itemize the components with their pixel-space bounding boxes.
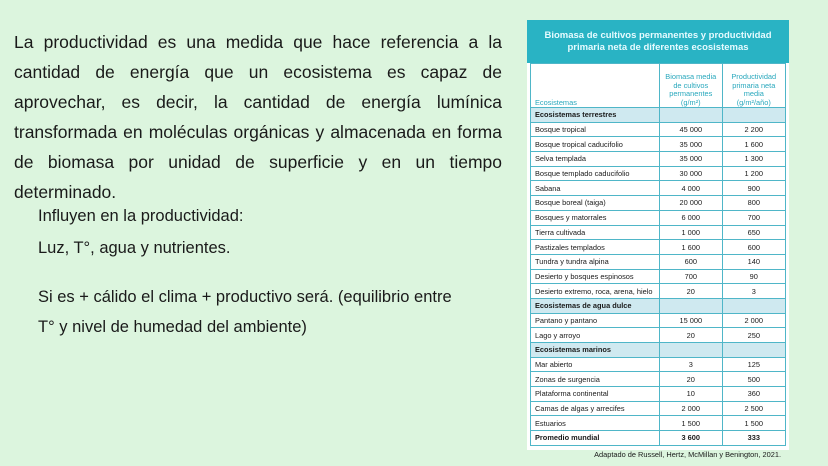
table-row (531, 387, 786, 402)
table-row (531, 431, 786, 446)
productivity-value: 125 (722, 357, 785, 372)
ecosystem-name: Bosque tropical (531, 122, 660, 137)
productivity-value: 800 (722, 196, 785, 211)
productivity-value: 90 (722, 269, 785, 284)
productivity-value: 1 200 (722, 166, 785, 181)
productivity-value: 1 300 (722, 152, 785, 167)
ecosystem-name: Tierra cultivada (531, 225, 660, 240)
biomass-value: 35 000 (660, 152, 723, 167)
climate-note-cont: T° y nivel de humedad del ambiente) (38, 318, 307, 336)
empty-cell (660, 108, 723, 123)
productivity-value: 360 (722, 387, 785, 402)
biomass-value: 20 000 (660, 196, 723, 211)
biomass-value: 20 (660, 372, 723, 387)
biomass-value: 45 000 (660, 122, 723, 137)
section-label: Ecosistemas marinos (531, 343, 660, 358)
productivity-value: 700 (722, 210, 785, 225)
ecosystem-name: Selva templada (531, 152, 660, 167)
table-row (531, 240, 786, 255)
table-row (531, 269, 786, 284)
biomass-value: 20 (660, 284, 723, 299)
ecosystem-name: Bosque templado caducifolio (531, 166, 660, 181)
factors-list: Luz, T°, agua y nutrientes. (38, 239, 231, 257)
table-source: Adaptado de Russell, Hertz, McMillan y Benington, 2021. (594, 449, 781, 459)
influences-heading: Influyen en la productividad: (38, 207, 244, 225)
ecosystem-name: Pantano y pantano (531, 313, 660, 328)
table-row (531, 328, 786, 343)
ecosystem-name: Estuarios (531, 416, 660, 431)
ecosystem-name: Desierto extremo, roca, arena, hielo (531, 284, 660, 299)
table-row (531, 137, 786, 152)
empty-cell (722, 108, 785, 123)
header-biomass: Biomasa media de cultivos permanentes (g/m²) (660, 64, 723, 108)
table-row (531, 210, 786, 225)
section-row (531, 298, 786, 313)
section-row (531, 108, 786, 123)
biomass-value: 4 000 (660, 181, 723, 196)
biomass-value: 1 600 (660, 240, 723, 255)
empty-cell (660, 343, 723, 358)
productivity-value: 250 (722, 328, 785, 343)
ecosystem-name: Sabana (531, 181, 660, 196)
climate-note: Si es + cálido el clima + productivo será. (equilibrio entre (38, 288, 452, 306)
biomass-value: 15 000 (660, 313, 723, 328)
productivity-value: 600 (722, 240, 785, 255)
empty-cell (660, 298, 723, 313)
ecosystem-name: Pastizales templados (531, 240, 660, 255)
biomass-value: 6 000 (660, 210, 723, 225)
biomass-value: 20 (660, 328, 723, 343)
header-ecosystems: Ecosistemas (531, 64, 660, 108)
table-row (531, 166, 786, 181)
table-row (531, 225, 786, 240)
table-row (531, 152, 786, 167)
biomass-value: 2 000 (660, 401, 723, 416)
table-row (531, 196, 786, 211)
ecosystem-name: Camas de algas y arrecifes (531, 401, 660, 416)
productivity-definition: La productividad es una medida que hace referencia a la cantidad de energía que un ecosistema es capaz de aprovechar, es decir, la cantidad de energía lumínica transformada en moléculas orgánicas y almacenada en forma de biomasa por unidad de superficie y en un tiempo determinado. (14, 32, 502, 202)
empty-cell (722, 343, 785, 358)
table-row (531, 181, 786, 196)
table-row (531, 254, 786, 269)
biomass-table (530, 63, 786, 446)
ecosystem-name: Bosque tropical caducifolio (531, 137, 660, 152)
table-row (531, 313, 786, 328)
table-row (531, 416, 786, 431)
table-row (531, 122, 786, 137)
ecosystem-name: Plataforma continental (531, 387, 660, 402)
ecosystem-name: Lago y arroyo (531, 328, 660, 343)
ecosystem-name: Zonas de surgencia (531, 372, 660, 387)
section-label: Ecosistemas de agua dulce (531, 298, 660, 313)
section-label: Ecosistemas terrestres (531, 108, 660, 123)
productivity-value: 140 (722, 254, 785, 269)
biomass-value: 30 000 (660, 166, 723, 181)
productivity-value: 650 (722, 225, 785, 240)
productivity-value: 2 200 (722, 122, 785, 137)
ecosystem-name: Bosques y matorrales (531, 210, 660, 225)
ecosystem-name: Bosque boreal (taiga) (531, 196, 660, 211)
table-row (531, 372, 786, 387)
ecosystem-name: Promedio mundial (531, 431, 660, 446)
ecosystem-name: Mar abierto (531, 357, 660, 372)
table-row (531, 401, 786, 416)
biomass-table-figure (527, 20, 789, 459)
section-row (531, 343, 786, 358)
biomass-value: 3 (660, 357, 723, 372)
ecosystem-name: Desierto y bosques espinosos (531, 269, 660, 284)
productivity-value: 900 (722, 181, 785, 196)
biomass-value: 35 000 (660, 137, 723, 152)
table-row (531, 284, 786, 299)
productivity-value: 3 (722, 284, 785, 299)
productivity-value: 2 000 (722, 313, 785, 328)
biomass-value: 1 500 (660, 416, 723, 431)
productivity-value: 2 500 (722, 401, 785, 416)
productivity-value: 1 600 (722, 137, 785, 152)
ecosystem-name: Tundra y tundra alpina (531, 254, 660, 269)
empty-cell (722, 298, 785, 313)
biomass-value: 700 (660, 269, 723, 284)
productivity-value: 333 (722, 431, 785, 446)
table-row (531, 357, 786, 372)
biomass-value: 3 600 (660, 431, 723, 446)
productivity-value: 500 (722, 372, 785, 387)
biomass-value: 10 (660, 387, 723, 402)
biomass-value: 600 (660, 254, 723, 269)
header-productivity: Productividad primaria neta media (g/m²/año) (722, 64, 785, 108)
table-title: Biomasa de cultivos permanentes y productividad primaria neta de diferentes ecosistemas (527, 20, 789, 63)
biomass-value: 1 000 (660, 225, 723, 240)
productivity-value: 1 500 (722, 416, 785, 431)
